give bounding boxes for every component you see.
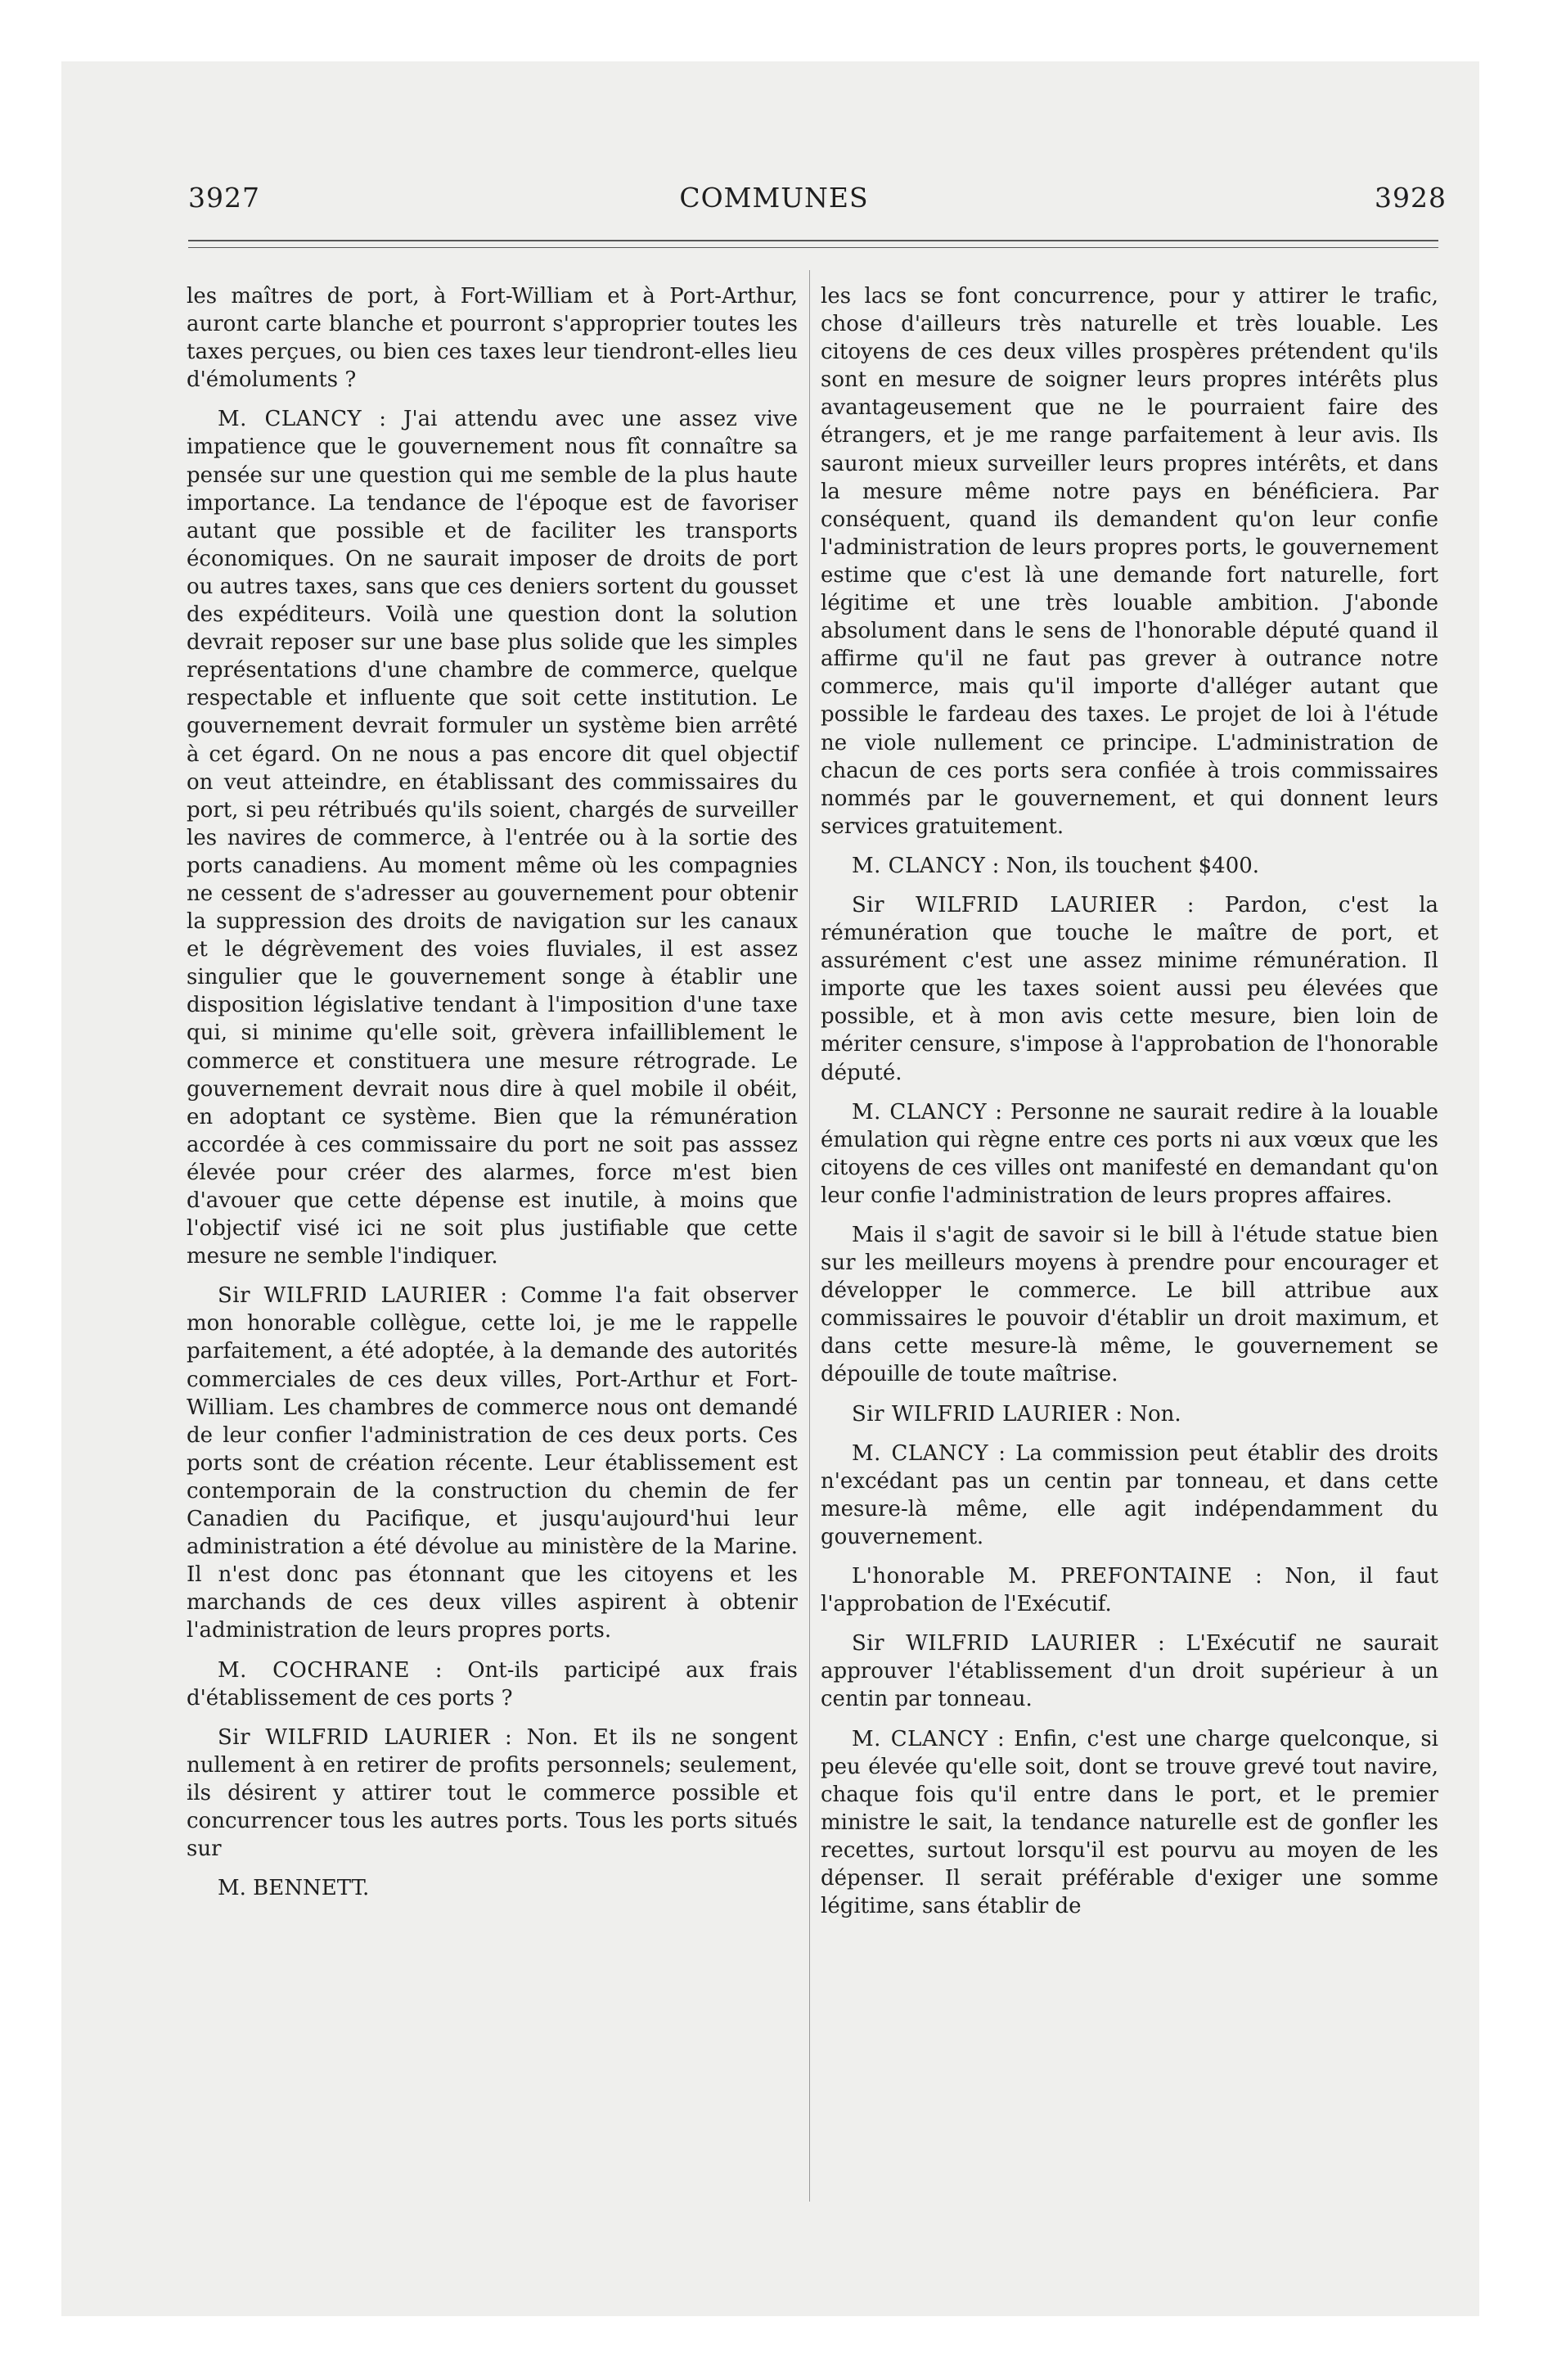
speaker-name: Sir WILFRID LAURIER (852, 1631, 1137, 1657)
paragraph-text: Mais il s'agit de savoir si le bill à l'étude statue bien sur les meilleurs moyens à prendre pour encourager et développer le commerce. Le bill attribue aux commissaires le pouvoir d'établir un droit maximum, et dans cette mesure-là même, le gouvernement se dépouille de toute maîtrise. (821, 1223, 1438, 1387)
speaker-name: M. CLANCY (218, 407, 362, 432)
paragraph (821, 1725, 1438, 1921)
paragraph (821, 1221, 1438, 1389)
paragraph (821, 1098, 1438, 1210)
page-signoff: M. BENNETT. (218, 1876, 370, 1901)
page-number-right: 3928 (1375, 182, 1447, 214)
paragraph-text: : Ont-ils participé aux frais d'établissement de ces ports ? (187, 1657, 799, 1711)
paragraph-text: : Non, ils touchent $400. (992, 853, 1260, 878)
paragraph-text: : Personne ne saurait redire à la louable émulation qui règne entre ces ports ni aux vœux que les citoyens de ces villes ont manifesté en demandant qu'on leur confie l'administration de leurs propres affaires. (821, 1099, 1438, 1208)
left-column (187, 282, 798, 1913)
paragraph-text: : Pardon, c'est la rémunération que touche le maître de port, et assurément c'est une assez minime rémunération. Il importe que les taxes soient aussi peu élevées que possible, et à mon avis cette mesure, bien loin de mériter censure, s'impose à l'approbation de l'honorable député. (821, 892, 1439, 1085)
paragraph (187, 1724, 798, 1863)
speaker-name: Sir WILFRID LAURIER (218, 1283, 488, 1309)
paragraph (187, 282, 798, 394)
paragraph-text: : Non. (1115, 1401, 1181, 1427)
speaker-name: M. CLANCY (852, 1726, 988, 1751)
page-title: COMMUNES (679, 182, 869, 214)
paragraph-text: les lacs se font concurrence, pour y attirer le trafic, chose d'ailleurs très naturelle et très louable. Les citoyens de ces deux villes prospères prétendent qu'ils sont en mesure de soigner leurs propres intérêts plus avantageusement que ne le pourraient faire des étrangers, et je me range parfaitement à leur avis. Ils sauront mieux surveiller leurs propres intérêts, et dans la mesure même notre pays en bénéficiera. Par conséquent, quand ils demandent qu'on leur confie l'administration de leurs propres ports, le gouvernement estime que c'est là une demande fort naturelle, fort légitime et une très louable ambition. J'abonde absolument dans le sens de l'honorable député quand il affirme qu'il ne faut pas grever à outrance notre commerce, mais qu'il importe d'alléger autant que possible le fardeau des taxes. Le projet de loi à l'étude ne viole nullement ce principe. L'administration de chacun de ces ports sera confiée à trois commissaires nommés par le gouvernement, et qui donnent leurs services gratuitement. (821, 284, 1438, 839)
paragraph-text: : Non. Et ils ne songent nullement à en retirer de profits personnels; seulement, ils désirent y attirer tout le commerce possible et concurrencer tous les autres ports. Tous les ports situés sur (187, 1724, 799, 1862)
speaker-name: M. CLANCY (852, 1099, 988, 1125)
paragraph (821, 1400, 1438, 1428)
paragraph-text: : L'Exécutif ne saurait approuver l'établissement d'un droit supérieur à un centin par tonneau. (821, 1631, 1438, 1712)
right-column (821, 282, 1438, 1931)
paragraph (187, 1282, 798, 1644)
header-rule-thin (188, 247, 1438, 248)
paragraph-text: : Enfin, c'est une charge quelconque, si peu élevée qu'elle soit, dont se trouve grevé tout navire, chaque fois qu'il entre dans le port, et le premier ministre le sait, la tendance naturelle est de gonfler les recettes, surtout lorsqu'il est pourvu au moyen de les dépenser. Il serait préférable d'exiger une somme légitime, sans établir de (821, 1726, 1438, 1919)
paragraph (821, 1629, 1438, 1713)
page-number-left: 3927 (188, 182, 260, 214)
paragraph (821, 1562, 1438, 1618)
paragraph-text: : La commission peut établir des droits n'excédant pas un centin par tonneau, et dans cette mesure-là même, elle agit indépendamment du gouvernement. (821, 1440, 1438, 1549)
paragraph (821, 891, 1438, 1087)
paragraph (821, 852, 1438, 880)
speaker-name: Sir WILFRID LAURIER (218, 1724, 491, 1750)
paragraph (821, 1440, 1438, 1551)
speaker-name: Sir WILFRID LAURIER (852, 892, 1157, 917)
speaker-name: M. CLANCY (852, 1440, 989, 1466)
speaker-name: Sir WILFRID LAURIER (852, 1401, 1109, 1427)
speaker-name: L'honorable M. PREFONTAINE (852, 1564, 1233, 1589)
header-rule (188, 240, 1438, 241)
speaker-name: M. CLANCY (852, 853, 986, 878)
paragraph (187, 1657, 798, 1712)
paragraph-text: : Non, il faut l'approbation de l'Exécutif. (821, 1564, 1438, 1617)
paragraph-text: les maîtres de port, à Fort-William et à Port-Arthur, auront carte blanche et pourront s'approprier toutes les taxes perçues, ou bien ces taxes leur tiendront-elles lieu d'émoluments ? (187, 284, 798, 393)
column-divider (809, 270, 810, 2202)
speaker-name: M. COCHRANE (218, 1657, 410, 1683)
paragraph-text: : J'ai attendu avec une assez vive impatience que le gouvernement nous fît connaître sa pensée sur une question qui me semble de la plus haute importance. La tendance de l'époque est de favoriser autant que possible et de faciliter les transports économiques. On ne saurait imposer de droits de port ou autres taxes, sans que ces deniers sortent du gousset des expéditeurs. Voilà une question dont la solution devrait reposer sur une base plus solide que les simples représentations d'une chambre de commerce, quelque respectable et influente que soit cette institution. Le gouvernement devrait formuler un système bien arrêté à cet égard. On ne nous a pas encore dit quel objectif on veut atteindre, en établissant des commissaires du port, si peu rétribués qu'ils soient, chargés de surveiller les navires de commerce, à l'entrée ou à la sortie des ports canadiens. Au moment même où les compagnies ne cessent de s'adresser au gouvernement pour obtenir la suppression des droits de navigation sur les canaux et le dégrèvement des voies fluviales, il est assez singulier que le gouvernement songe à établir une disposition législative tendant à l'imposition d'une taxe qui, si minime qu'elle soit, grèvera infailliblement le commerce et constituera une mesure rétrograde. Le gouvernement devrait nous dire à quel mobile il obéit, en adoptant ce système. Bien que la rémunération accordée à ces commissaire du port ne soit pas asssez élevée pour créer des alarmes, force m'est bien d'avouer que cette dépense est inutile, à moins que l'objectif visé ici ne soit plus justifiable que cette mesure ne semble l'indiquer. (187, 407, 798, 1269)
paragraph-text: : Comme l'a fait observer mon honorable collègue, cette loi, je me le rappelle parfaitement, a été adoptée, à la demande des autorités commerciales de ces deux villes, Port-Arthur et Fort-William. Les chambres de commerce nous ont demandé de leur confier l'administration de ces deux ports. Ces ports sont de création récente. Leur établissement est contemporain de la construction du chemin de fer Canadien du Pacifique, et jusqu'aujourd'hui leur administration a été dévolue au ministère de la Marine. Il n'est donc pas étonnant que les citoyens et les marchands de ces deux villes aspirent à obtenir l'administration de leurs propres ports. (187, 1283, 798, 1643)
paragraph (187, 405, 798, 1270)
paragraph (821, 282, 1438, 841)
